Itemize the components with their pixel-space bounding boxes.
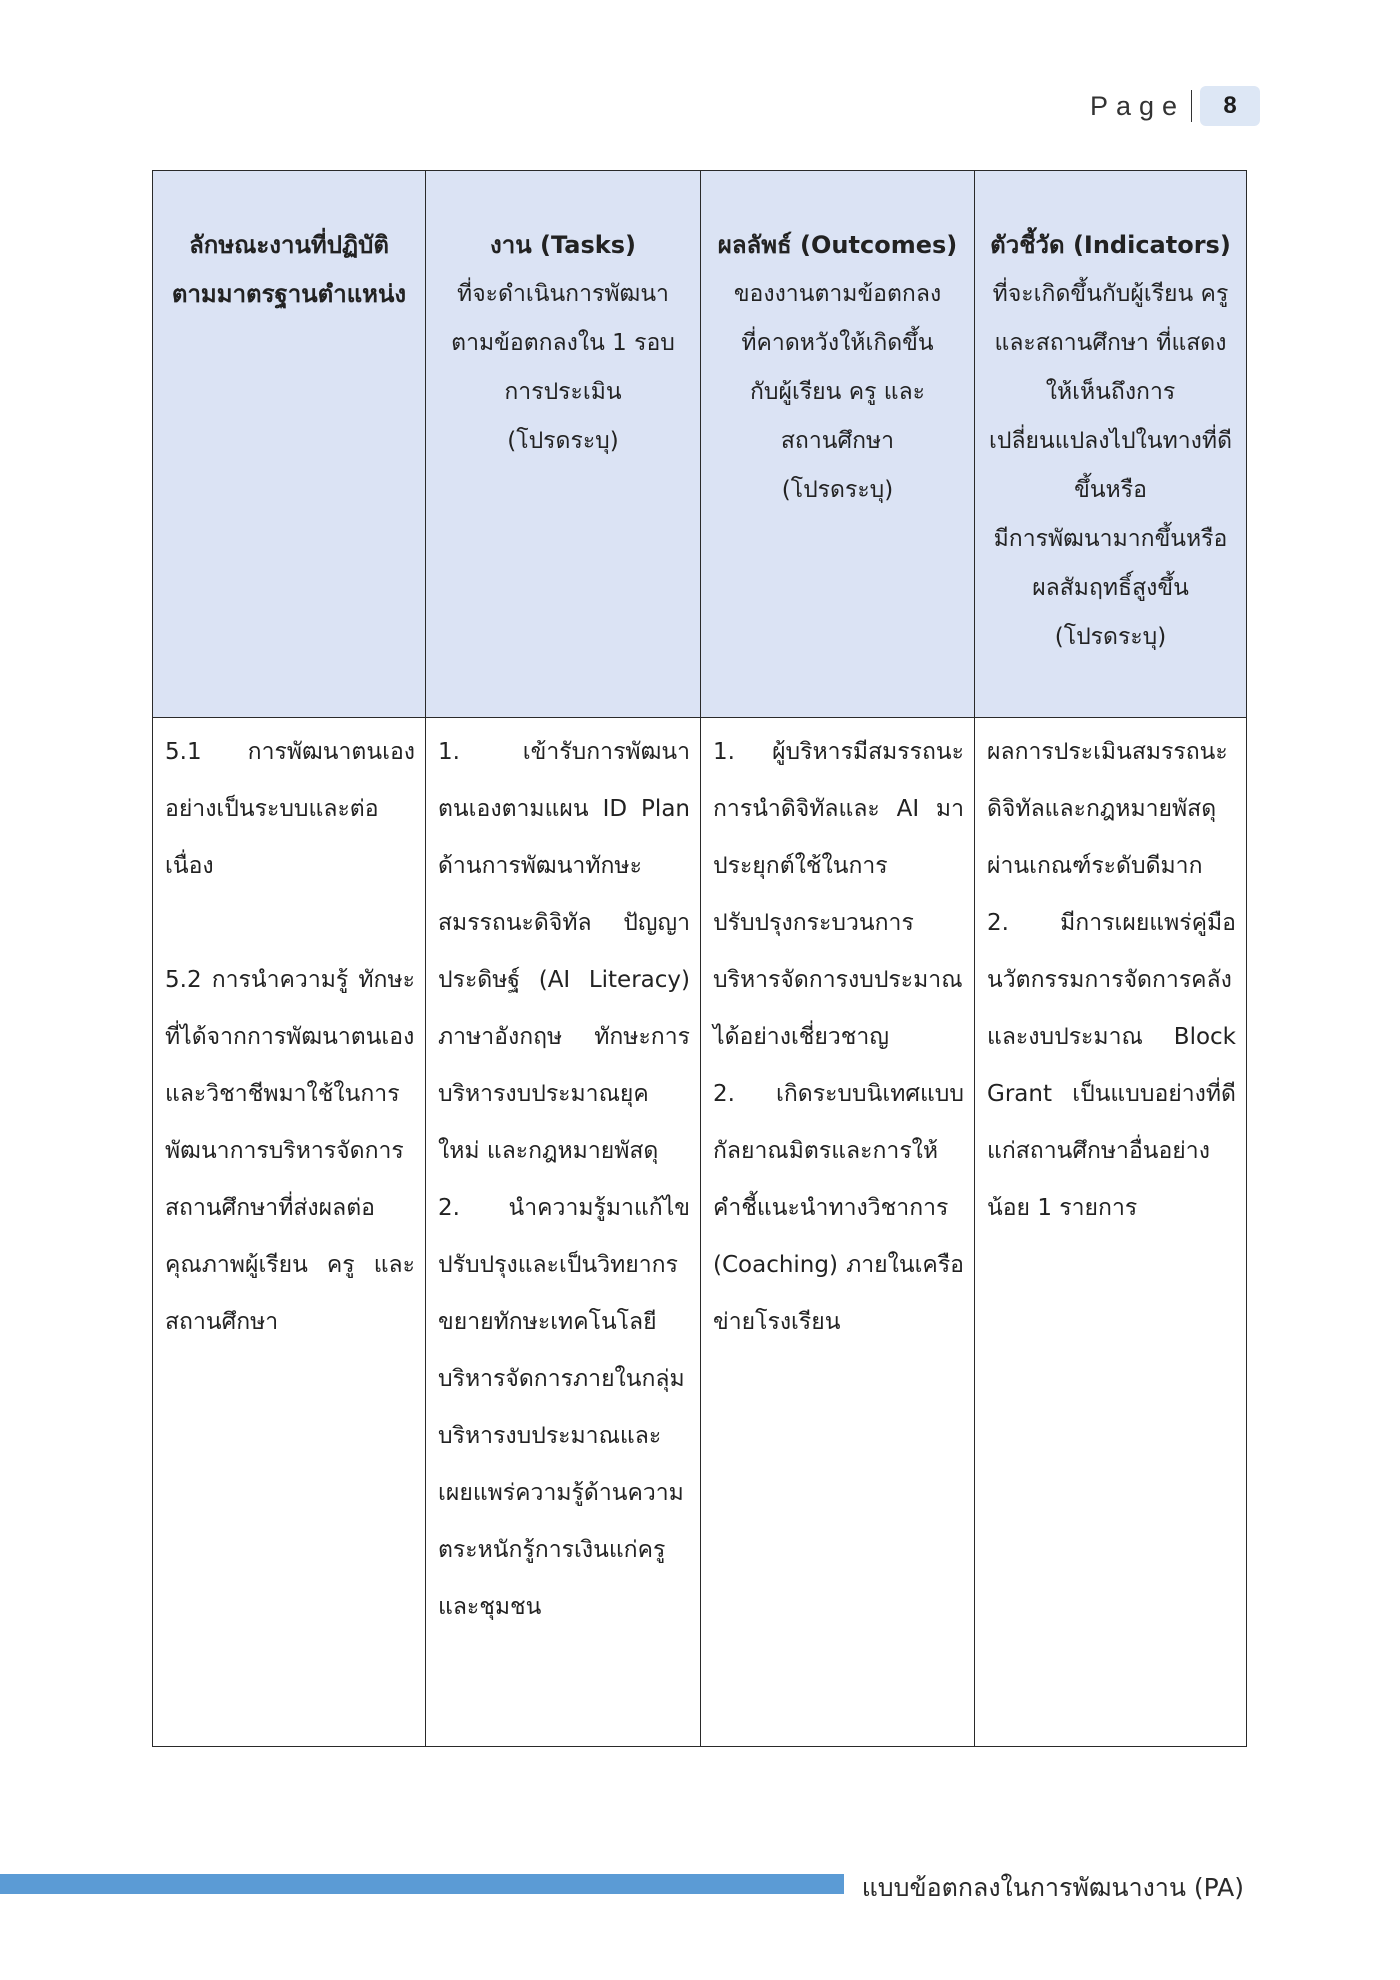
header-line: มีการพัฒนามากขึ้นหรือ	[993, 526, 1228, 552]
header-line: ที่จะดำเนินการพัฒนา	[457, 281, 669, 307]
header-title: งาน (Tasks)	[490, 231, 636, 259]
table-row	[153, 718, 1247, 1747]
header-line: และสถานศึกษา ที่แสดง	[994, 330, 1227, 356]
cell-paragraph: 2. นำความรู้มาแก้ไขปรับปรุงและเป็นวิทยากรขยายทักษะเทคโนโลยีบริหารจัดการภายในกลุ่มบริหารงบประมาณและเผยแพร่ความรู้ด้านความตระหนักรู้การเงินแก่ครูและชุมชน	[438, 1195, 690, 1620]
header-line: สถานศึกษา	[780, 428, 895, 454]
page-label: Page	[1089, 90, 1185, 121]
header-line: ผลสัมฤทธิ์สูงขึ้น	[1032, 575, 1189, 601]
cell-paragraph: 1. ผู้บริหารมีสมรรถนะการนำดิจิทัลและ AI มาประยุกต์ใช้ในการปรับปรุงกระบวนการบริหารจัดการงบประมาณได้อย่างเชี่ยวชาญ	[713, 739, 964, 1050]
header-line: กับผู้เรียน ครู และ	[749, 379, 926, 405]
cell-paragraph: ผลการประเมินสมรรถนะดิจิทัลและกฎหมายพัสดุผ่านเกณฑ์ระดับดีมาก	[987, 739, 1228, 879]
footer-accent-bar	[0, 1874, 844, 1894]
cell-paragraph: 1. เข้ารับการพัฒนาตนเองตามแผน ID Plan ด้านการพัฒนาทักษะสมรรถนะดิจิทัล ปัญญาประดิษฐ์ (AI Literacy) ภาษาอังกฤษ ทักษะการบริหารงบประมาณยุคใหม่ และกฎหมายพัสดุ	[438, 739, 690, 1164]
header-line: (โปรดระบุ)	[781, 477, 894, 503]
cell-outcomes	[701, 718, 975, 1747]
page-header	[1090, 86, 1260, 126]
header-cell-outcomes	[701, 171, 975, 718]
cell-paragraph: 5.2 การนำความรู้ ทักษะที่ได้จากการพัฒนาตนเองและวิชาชีพมาใช้ในการพัฒนาการบริหารจัดการสถานศึกษาที่ส่งผลต่อคุณภาพผู้เรียน ครู และสถานศึกษา	[165, 967, 415, 1335]
header-title: ตัวชี้วัด (Indicators)	[990, 231, 1231, 259]
header-line: ที่คาดหวังให้เกิดขึ้น	[741, 330, 934, 356]
cell-indicators	[975, 718, 1247, 1747]
header-line: (โปรดระบุ)	[1054, 624, 1167, 650]
table-header-row	[153, 171, 1247, 718]
header-line: (โปรดระบุ)	[507, 428, 619, 454]
header-line: เปลี่ยนแปลงไปในทางที่ดี	[988, 428, 1233, 454]
paragraph-spacer	[165, 895, 415, 952]
header-line: ให้เห็นถึงการ	[1045, 379, 1176, 405]
header-line: ตามข้อตกลงใน 1 รอบ	[451, 330, 675, 356]
page-number-badge: 8	[1200, 86, 1260, 126]
cell-paragraph: 5.1 การพัฒนาตนเองอย่างเป็นระบบและต่อเนื่อง	[165, 739, 415, 879]
cell-paragraph: 2. มีการเผยแพร่คู่มือนวัตกรรมการจัดการคลังและงบประมาณ Block Grant เป็นแบบอย่างที่ดีแก่สถานศึกษาอื่นอย่างน้อย 1 รายการ	[987, 910, 1236, 1221]
cell-paragraph: 2. เกิดระบบนิเทศแบบกัลยาณมิตรและการให้คำชี้แนะนำทางวิชาการ (Coaching) ภายในเครือข่ายโรงเรียน	[713, 1081, 964, 1335]
header-cell-tasks	[426, 171, 701, 718]
header-title-line: ตามมาตรฐานตำแหน่ง	[171, 280, 407, 308]
cell-job-characteristics	[153, 718, 426, 1747]
cell-tasks	[426, 718, 701, 1747]
header-line: ที่จะเกิดขึ้นกับผู้เรียน ครู	[992, 281, 1229, 307]
header-cell-indicators	[975, 171, 1247, 718]
header-line: การประเมิน	[504, 379, 622, 405]
agreement-table	[152, 170, 1247, 1747]
header-title: ลักษณะงานที่ปฏิบัติ	[189, 231, 389, 259]
header-line: ของงานตามข้อตกลง	[733, 281, 942, 307]
footer-title: แบบข้อตกลงในการพัฒนางาน (PA)	[861, 1873, 1244, 1902]
header-line: ขึ้นหรือ	[1074, 477, 1147, 503]
page-separator	[1191, 90, 1192, 122]
header-title: ผลลัพธ์ (Outcomes)	[717, 231, 958, 259]
header-cell-job-characteristics	[153, 171, 426, 718]
